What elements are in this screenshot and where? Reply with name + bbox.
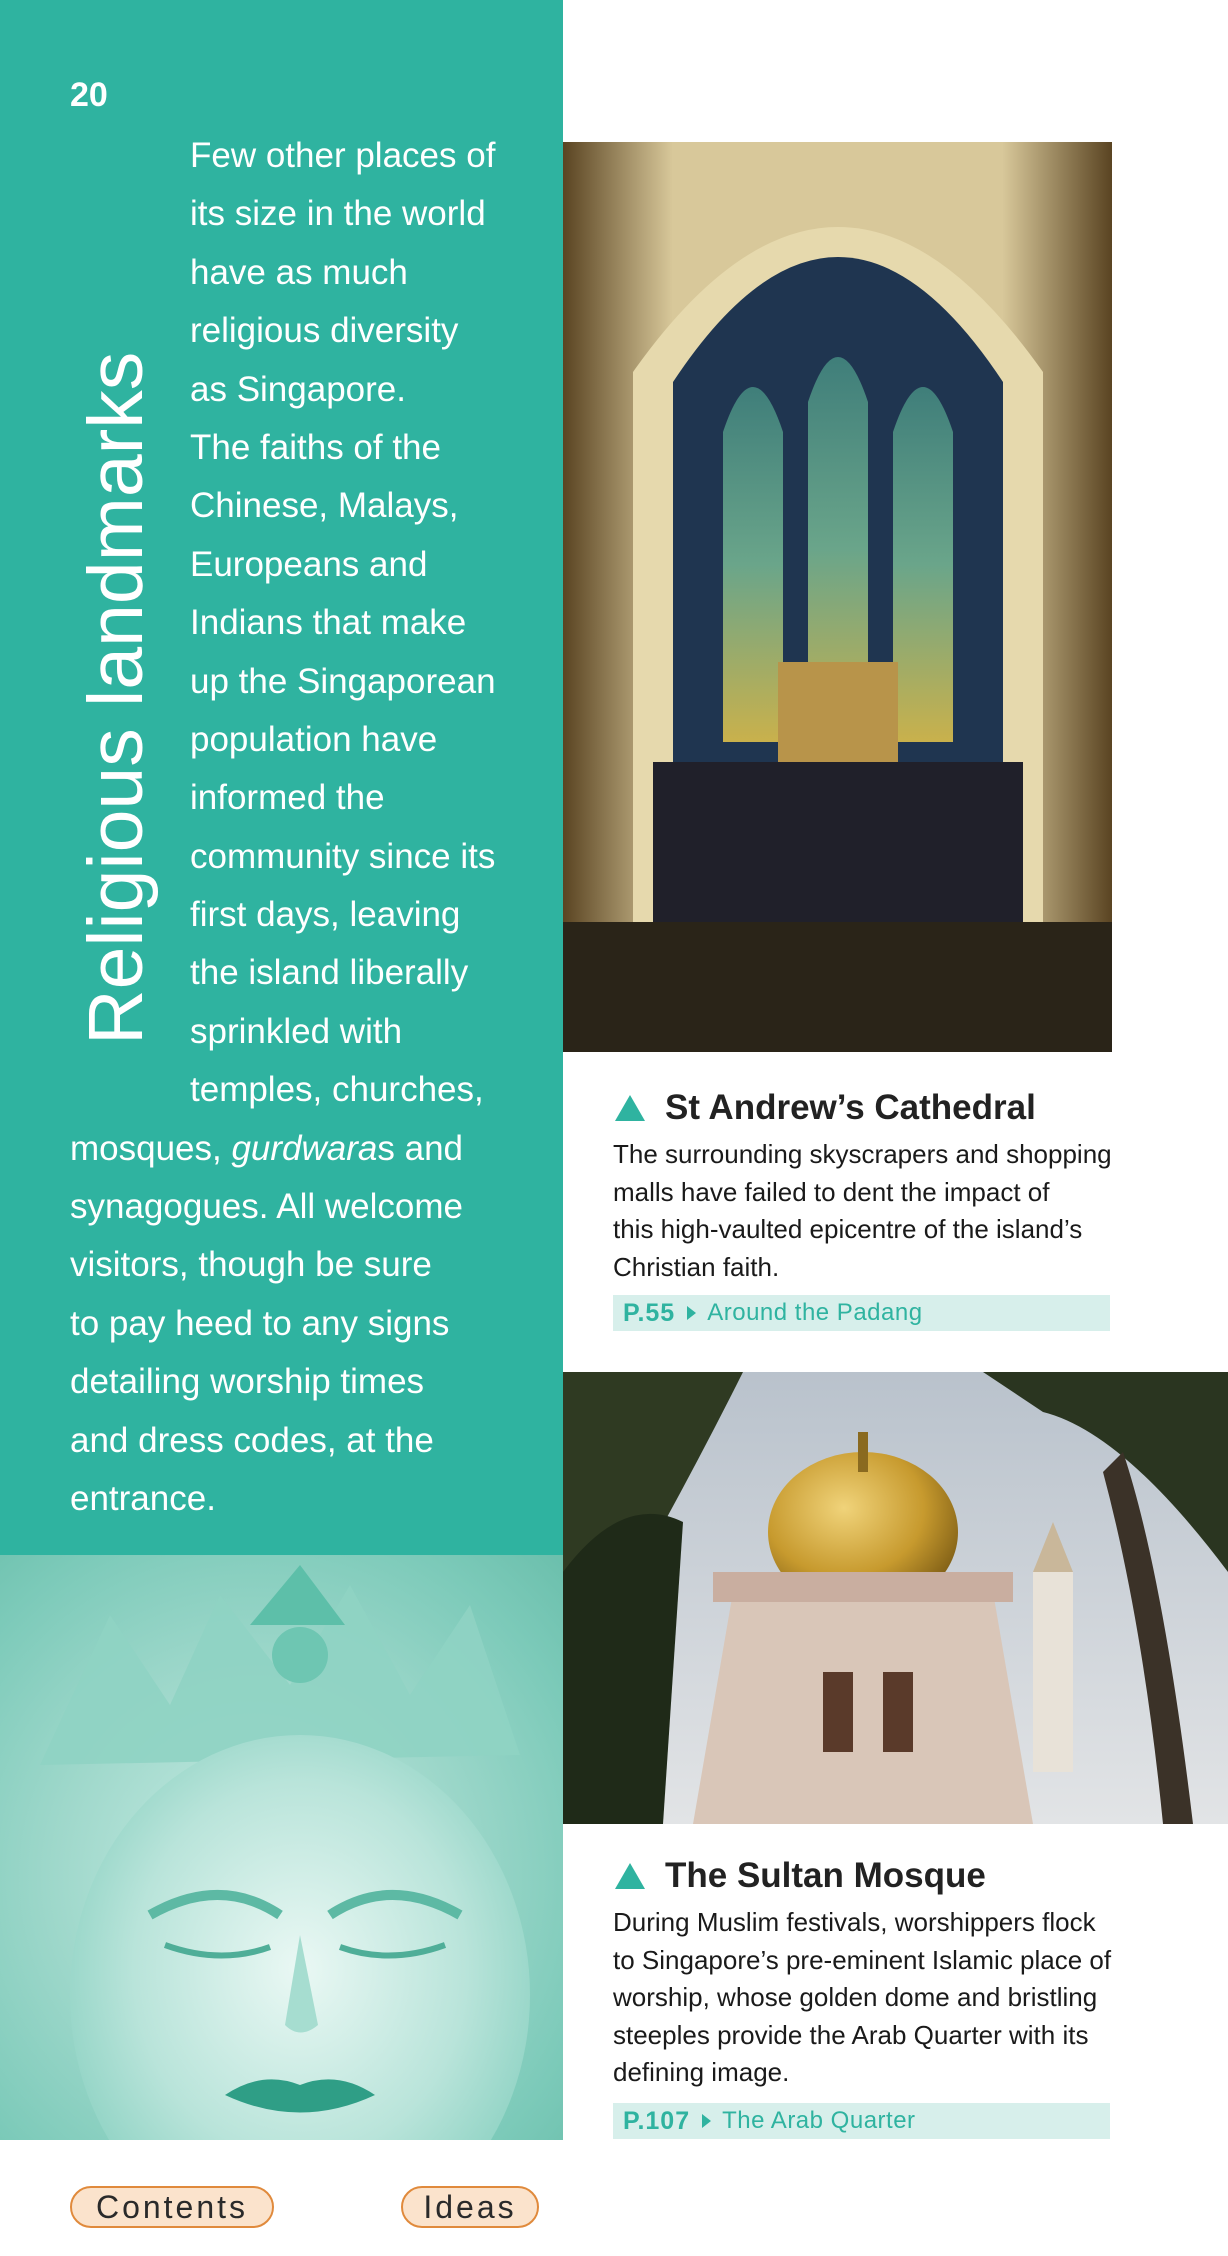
description-line: to Singapore’s pre-eminent Islamic place of (613, 1944, 1112, 1975)
intro-line: first days, leaving (190, 895, 461, 935)
triangle-up-icon (613, 1093, 647, 1123)
cathedral-interior-illustration (563, 142, 1112, 1052)
intro-line: the island liberally (190, 953, 469, 993)
intro-text-segment: s and (377, 1128, 464, 1168)
buddha-face-image (0, 1555, 563, 2140)
intro-line: detailing worship times (70, 1362, 425, 1402)
intro-line (0, 1120, 563, 1178)
ideas-button[interactable]: Ideas (401, 2186, 539, 2228)
intro-line: visitors, though be sure (70, 1245, 432, 1285)
mosque-illustration (563, 1372, 1228, 1824)
intro-line: population have (190, 719, 438, 759)
sultan-mosque-photo (563, 1372, 1228, 1824)
cathedral-title (613, 1088, 1113, 1128)
intro-line: and dress codes, at the (70, 1420, 434, 1460)
description-line: worship, whose golden dome and bristling (613, 1982, 1098, 2013)
cathedral-title-text: St Andrew’s Cathedral (665, 1088, 1036, 1127)
intro-line: Indians that make (190, 603, 467, 643)
description-line: During Muslim festivals, worshippers flock (613, 1907, 1096, 1937)
intro-text (0, 127, 563, 1528)
mosque-description (613, 1904, 1113, 2092)
page-title: Religious landmarks (73, 351, 159, 1045)
intro-line: as Singapore. (190, 369, 406, 409)
contents-button[interactable]: Contents (70, 2186, 274, 2228)
intro-text-segment: mosques, (70, 1128, 232, 1168)
description-line: The surrounding skyscrapers and shopping (613, 1139, 1112, 1169)
reference-section-label: The Arab Quarter (722, 2107, 916, 2134)
intro-line: Few other places of (190, 136, 496, 175)
mosque-caption (613, 1856, 1113, 2092)
buddha-face-illustration (0, 1555, 563, 2140)
cathedral-description (613, 1136, 1113, 1286)
description-line: malls have failed to dent the impact of (613, 1176, 1050, 1207)
description-line: this high-vaulted epicentre of the island’s (613, 1214, 1083, 1245)
cathedral-page-reference-link[interactable] (613, 1295, 1110, 1331)
cathedral-caption (613, 1088, 1113, 1286)
intro-line: entrance. (70, 1478, 216, 1518)
intro-line: synagogues. All welcome (70, 1187, 463, 1227)
intro-line: up the Singaporean (190, 661, 496, 701)
page-number: 20 (70, 76, 108, 114)
intro-line: to pay heed to any signs (70, 1303, 450, 1343)
triangle-up-icon (613, 1861, 647, 1891)
reference-page-number: P.107 (623, 2106, 691, 2135)
mosque-title (613, 1856, 1113, 1896)
intro-line: have as much (190, 252, 408, 292)
reference-page-number: P.55 (623, 1298, 676, 1327)
intro-line: temples, churches, (190, 1070, 484, 1110)
st-andrews-cathedral-photo (563, 142, 1112, 1052)
intro-line: informed the (190, 778, 385, 818)
mosque-page-reference-link[interactable] (613, 2103, 1110, 2139)
description-line: Christian faith. (613, 1251, 780, 1282)
intro-line: Europeans and (190, 544, 428, 584)
intro-line: The faiths of the (190, 427, 441, 467)
arrow-right-icon (700, 2113, 712, 2129)
description-line: defining image. (613, 2057, 790, 2088)
intro-line: its size in the world (190, 194, 486, 234)
intro-line: religious diversity (190, 311, 459, 351)
arrow-right-icon (685, 1305, 697, 1321)
intro-line: Chinese, Malays, (190, 486, 459, 526)
intro-italic-term: gurdwara (231, 1128, 378, 1168)
description-line: steeples provide the Arab Quarter with its (613, 2019, 1089, 2050)
intro-line: sprinkled with (190, 1011, 403, 1051)
intro-line: community since its (190, 836, 496, 876)
mosque-title-text: The Sultan Mosque (665, 1856, 986, 1895)
reference-section-label: Around the Padang (707, 1299, 923, 1326)
